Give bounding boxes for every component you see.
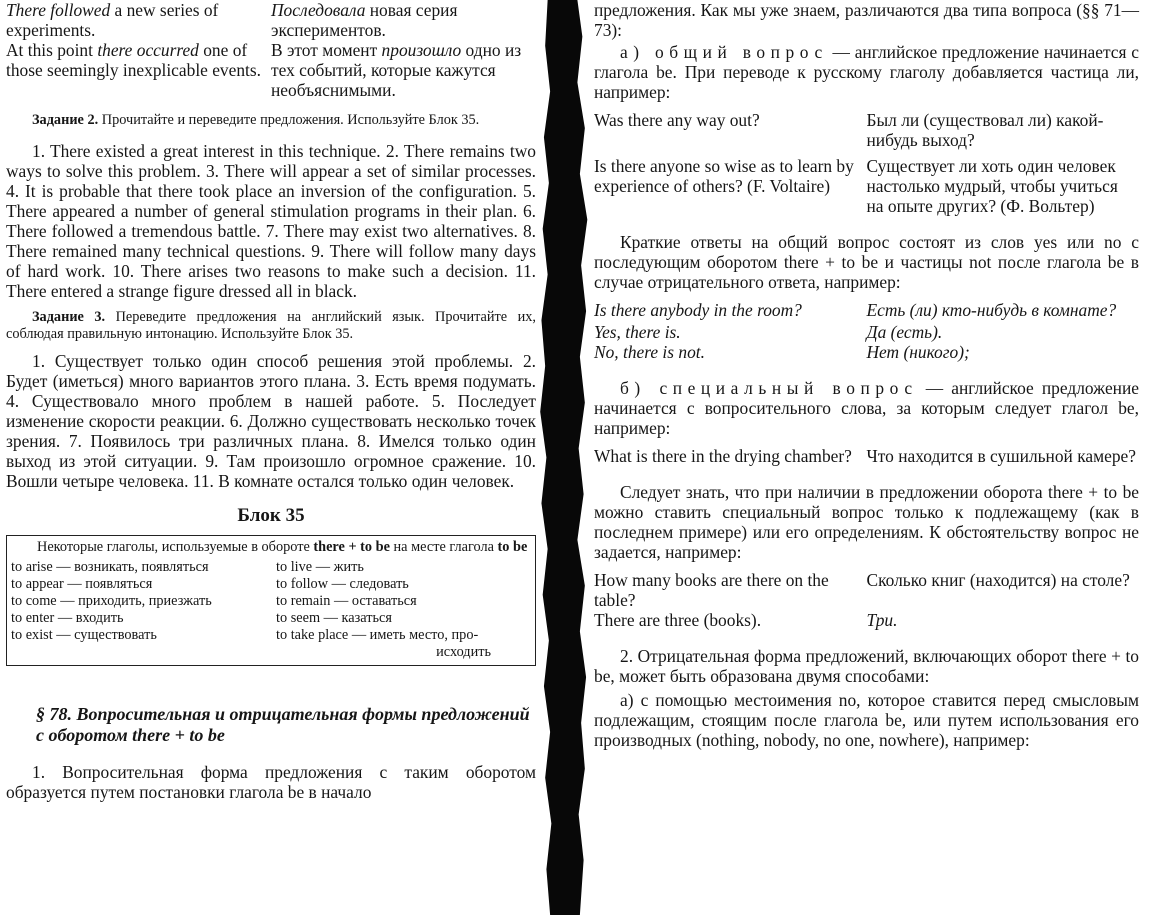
verb-row: to appear — появляться to follow — следовать xyxy=(11,576,409,592)
verb-tail: исходить xyxy=(436,644,491,660)
task3-text: 1. Существует только один способ решения этой проблемы. 2. Будет (иметься) много вариантов этого плана. 3. Есть время подумать. 4. Существовало много проблем в нашей работе. 5. Последует изменение скорости реакции. 6. Должно существовать несколько точек зрения. 7. Появилось три различных плана. 8. Имелся только один выход из этой ситуации. 9. Там произошло огромное сражение. 10. Вошли четыре человека. 11. В комнате остался только один человек. xyxy=(6,351,536,491)
task3-instruction: Задание 3. Переведите предложения на английский язык. Прочитайте их, соблюдая правильную интонацию. Используйте Блок 35. xyxy=(6,309,536,342)
example-pair: Is there anyone so wise as to learn by experience of others? (F. Voltaire) Существует ли хоть один человек настолько мудрый, чтобы учиться на опыте других? (Ф. Вольтер) xyxy=(594,156,1118,216)
example-pair: There followed a new series of experiments. Последовала новая серия экспериментов. xyxy=(6,0,458,40)
verb-row: to exist — существовать to take place — иметь место, про- xyxy=(11,627,479,643)
example-pair: How many books are there on the table? Сколько книг (находится) на столе? xyxy=(594,570,1130,610)
verb-row: to enter — входить to seem — казаться xyxy=(11,610,392,626)
block-intro: Некоторые глаголы, используемые в обороте there + to be на месте глагола to be xyxy=(37,539,528,555)
example-pair: What is there in the drying chamber? Что находится в сушильной камере? xyxy=(594,446,1136,466)
verb-row: to come — приходить, приезжать to remain — оставаться xyxy=(11,593,417,609)
bottom-paragraph: 1. Вопросительная форма предложения с таким оборотом образуется путем постановки глагола be в начало xyxy=(6,762,536,802)
example-pair: No, there is not. Нет (никого); xyxy=(594,342,970,362)
block-title: Блок 35 xyxy=(237,505,305,526)
left-page xyxy=(0,0,540,915)
example-pair: At this point there occurred one of those seemingly inexplicable events. В этот момент произошло одно из тех событий, которые кажутся необъяснимыми. xyxy=(6,40,522,100)
task2-text: 1. There existed a great interest in this technique. 2. There remains two ways to solve this problem. 3. There will appear a set of similar processes. 4. It is probable that there took place an inversion of the configuration. 5. There appeared a number of general stimulation programs in their plan. 6. There followed a tremendous battle. 7. There may exist two alternatives. 8. There remained many technical questions. 9. There will follow many days of hard work. 10. There arises two reasons to make such a decision. 11. There entered a strange figure dressed all in black. xyxy=(6,141,536,301)
special-question-para: б) специальный вопрос — английское предложение начинается с вопросительного слова, за которым следует глагол be, например: xyxy=(594,378,1139,438)
example-pair: Was there any way out? Был ли (существовал ли) какой-нибудь выход? xyxy=(594,110,1104,150)
general-question-para: а) общий вопрос — английское предложение начинается с глагола be. При переводе к русскому глаголу добавляется частица ли, например: xyxy=(594,42,1139,102)
note-para: Следует знать, что при наличии в предложении оборота there + to be можно ставить специальный вопрос только к подлежащему (как в последнем примере) или его определениям. К обстоятельству вопрос не задается, например: xyxy=(594,482,1139,562)
short-answers-para: Краткие ответы на общий вопрос состоят из слов yes или no с последующим оборотом there + to be и частицы not после глагола be в случае отрицательного ответа, например: xyxy=(594,232,1139,292)
example-pair: Yes, there is. Да (есть). xyxy=(594,322,943,342)
torn-page-edge xyxy=(534,0,596,915)
right-page xyxy=(590,0,1149,915)
verb-box xyxy=(6,535,536,666)
section-heading: § 78. Вопросительная и отрицательная формы предложений с оборотом there + to be xyxy=(36,704,530,745)
negative-form-para: 2. Отрицательная форма предложений, включающих оборот there + to be, может быть образована двумя способами: xyxy=(594,646,1139,686)
example-pair: Is there anybody in the room? Есть (ли) кто-нибудь в комнате? xyxy=(594,300,1117,320)
right-intro: предложения. Как мы уже знаем, различаются два типа вопроса (§§ 71—73): xyxy=(594,0,1139,40)
verb-list xyxy=(11,559,531,661)
verb-row: to arise — возникать, появляться to live — жить xyxy=(11,559,364,575)
task2-instruction: Задание 2. Прочитайте и переведите предложения. Используйте Блок 35. xyxy=(32,112,480,128)
negative-form-a: а) с помощью местоимения no, которое ставится перед смысловым подлежащим, стоящим после глагола be, или путем использования его производных (nothing, nobody, no one, nowhere), например: xyxy=(594,690,1139,750)
example-pair: There are three (books). Три. xyxy=(594,610,898,630)
